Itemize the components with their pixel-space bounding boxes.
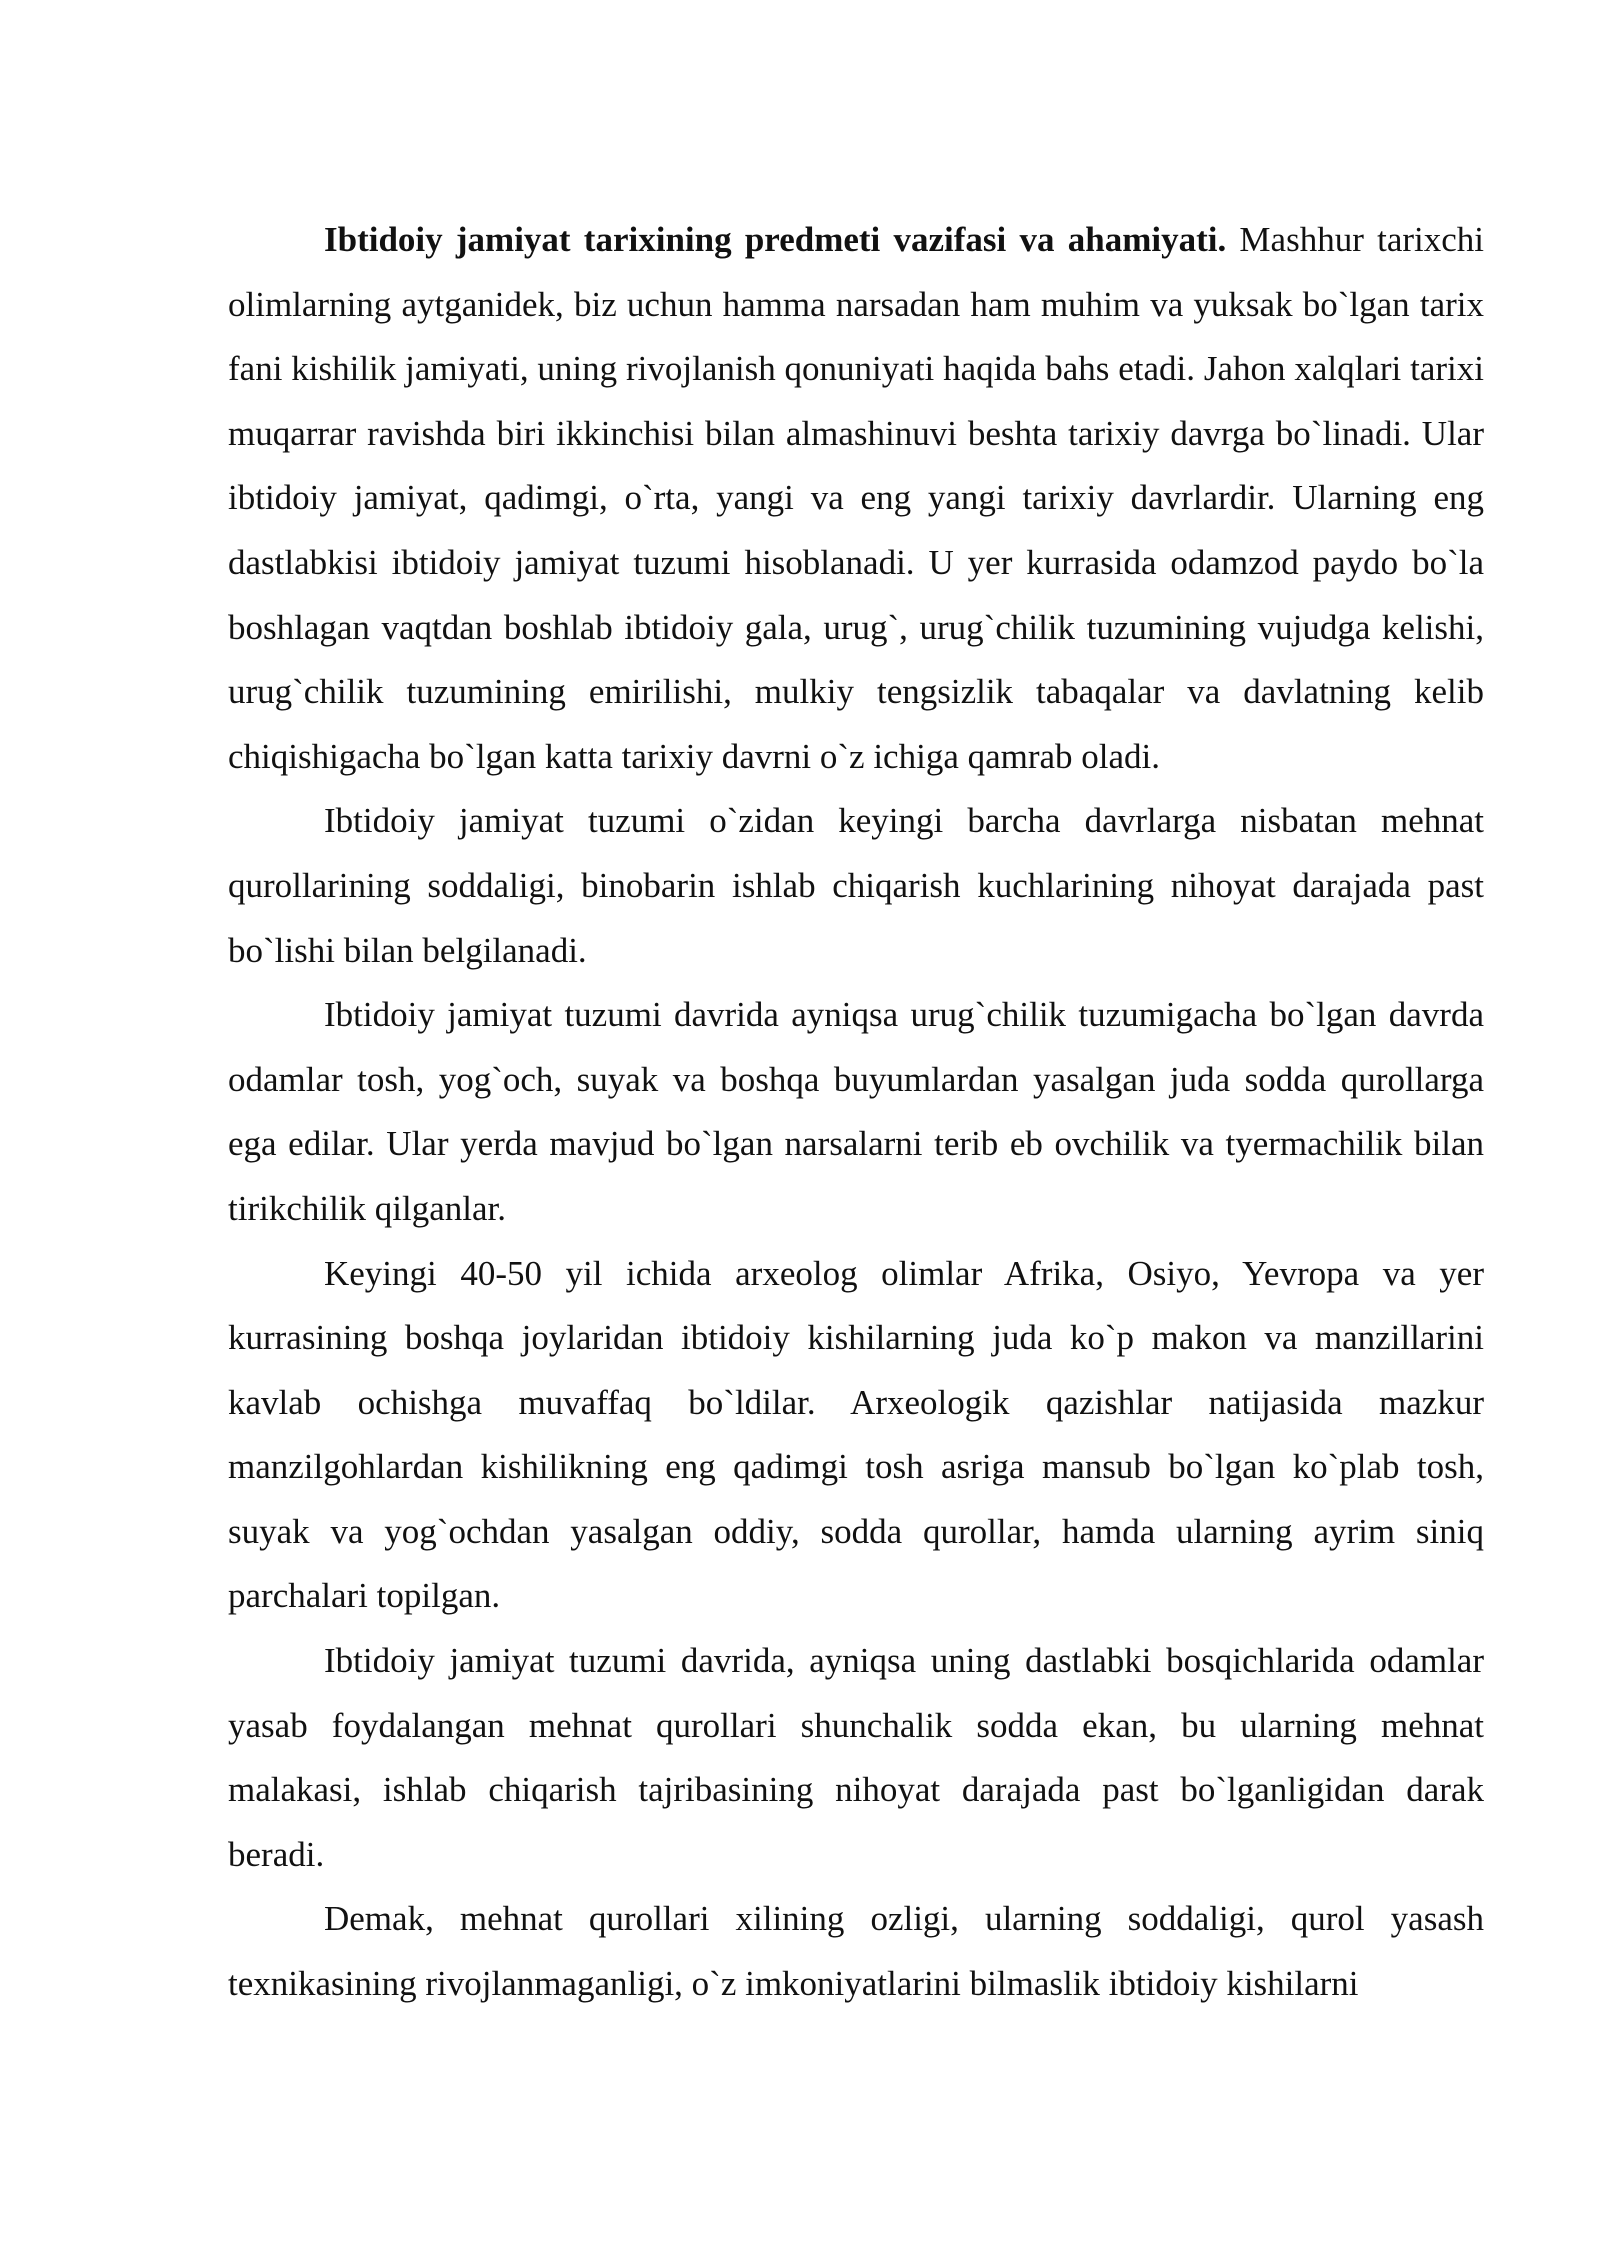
paragraph-text: Mashhur tarixchi olimlarning aytganidek, biz uchun hamma narsadan ham muhim va yuksak bo`lgan tarix fani kishilik jamiyati, uning rivojlanish qonuniyati haqida bahs etadi. Jahon xalqlari tarixi muqarrar ravishda biri ikkinchisi bilan almashinuvi beshta tarixiy davrga bo`linadi. Ular ibtidoiy jamiyat, qadimgi, o`rta, yangi va eng yangi tarixiy davrlardir. Ularning eng dastlabkisi ibtidoiy jamiyat tuzumi hisoblanadi. U yer kurrasida odamzod paydo bo`la boshlagan vaqtdan boshlab ibtidoiy gala, urug`, urug`chilik tuzumining vujudga kelishi, urug`chilik tuzumining emirilishi, mulkiy tengsizlik tabaqalar va davlatning kelib chiqishigacha bo`lgan katta tarixiy davrni o`z ichiga qamrab oladi. <box>228 220 1484 776</box>
paragraph-6: Demak, mehnat qurollari xilining ozligi, ularning soddaligi, qurol yasash texnikasining rivojlanmaganligi, o`z imkoniyatlarini bilmaslik ibtidoiy kishilarni <box>228 1899 1484 2004</box>
section-heading: Ibtidoiy jamiyat tarixining predmeti vazifasi va ahamiyati. <box>324 220 1227 259</box>
paragraph-4: Keyingi 40-50 yil ichida arxeolog olimlar Afrika, Osiyo, Yevropa va yer kurrasining boshqa joylaridan ibtidoiy kishilarning juda ko`p makon va manzillarini kavlab ochishga muvaffaq bo`ldilar. Arxeologik qazishlar natijasida mazkur manzilgohlardan kishilikning eng qadimgi tosh asriga mansub bo`lgan ko`plab tosh, suyak va yog`ochdan yasalgan oddiy, sodda qurollar, hamda ularning ayrim siniq parchalari topilgan. <box>228 1253 1484 1616</box>
paragraph-3: Ibtidoiy jamiyat tuzumi davrida ayniqsa urug`chilik tuzumigacha bo`lgan davrda odamlar tosh, yog`och, suyak va boshqa buyumlardan yasalgan juda sodda qurollarga ega edilar. Ular yerda mavjud bo`lgan narsalarni terib eb ovchilik va tyermachilik bilan tirikchilik qilganlar. <box>228 995 1484 1228</box>
paragraph-1 <box>228 208 1484 789</box>
document-body <box>228 208 1484 2017</box>
paragraph-5: Ibtidoiy jamiyat tuzumi davrida, ayniqsa uning dastlabki bosqichlarida odamlar yasab foydalangan mehnat qurollari shunchalik sodda ekan, bu ularning mehnat malakasi, ishlab chiqarish tajribasining nihoyat darajada past bo`lganligidan darak beradi. <box>228 1641 1484 1874</box>
paragraph-2: Ibtidoiy jamiyat tuzumi o`zidan keyingi barcha davrlarga nisbatan mehnat qurollarining soddaligi, binobarin ishlab chiqarish kuchlarining nihoyat darajada past bo`lishi bilan belgilanadi. <box>228 801 1484 970</box>
